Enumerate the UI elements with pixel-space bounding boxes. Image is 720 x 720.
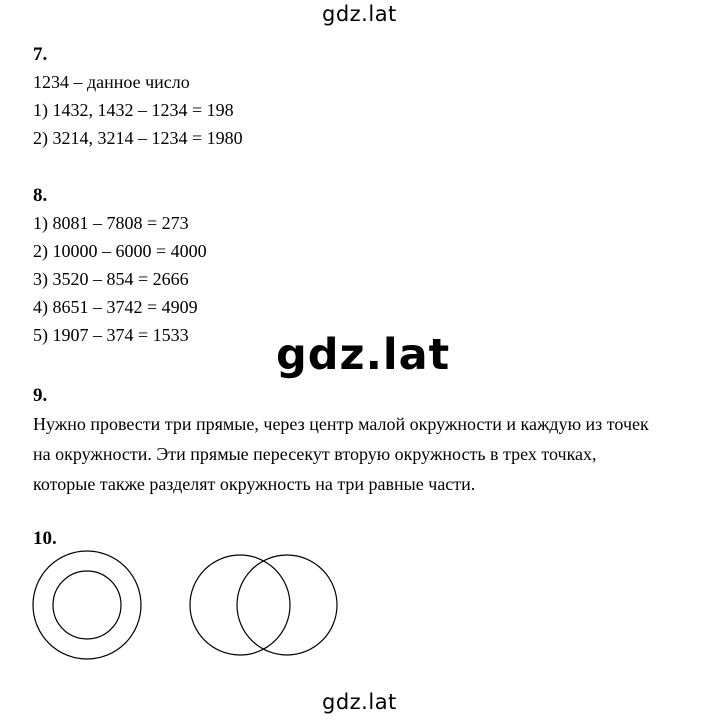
task-9-line: Нужно провести три прямые, через центр малой окружности и каждую из точек (33, 414, 649, 434)
inner-circle (53, 571, 121, 639)
concentric-circles (33, 551, 141, 659)
left-circle (190, 555, 290, 655)
watermark-middle: gdz.lat (276, 330, 451, 380)
task-8-line: 4) 8651 – 3742 = 4909 (33, 297, 198, 317)
task-7-number: 7. (33, 44, 48, 65)
task-9-number: 9. (33, 385, 48, 406)
task-8-line: 2) 10000 – 6000 = 4000 (33, 241, 207, 261)
task-8-line: 1) 8081 – 7808 = 273 (33, 213, 189, 233)
task-7-line: 1234 – данное число (33, 72, 190, 92)
intersecting-circles (190, 555, 337, 655)
outer-circle (33, 551, 141, 659)
task-10-number: 10. (33, 528, 57, 549)
task-8-line: 5) 1907 – 374 = 1533 (33, 325, 189, 345)
watermark-bottom: gdz.lat (322, 690, 397, 714)
task-8-line: 3) 3520 – 854 = 2666 (33, 269, 189, 289)
right-circle (237, 555, 337, 655)
task-8-number: 8. (33, 185, 48, 206)
task-7-line: 2) 3214, 3214 – 1234 = 1980 (33, 128, 243, 148)
task-9-line: на окружности. Эти прямые пересекут вторую окружность в трех точках, (33, 444, 597, 464)
task-7-line: 1) 1432, 1432 – 1234 = 198 (33, 100, 234, 120)
task-9-line: которые также разделят окружность на три равные части. (33, 474, 476, 494)
watermark-top: gdz.lat (322, 2, 397, 26)
